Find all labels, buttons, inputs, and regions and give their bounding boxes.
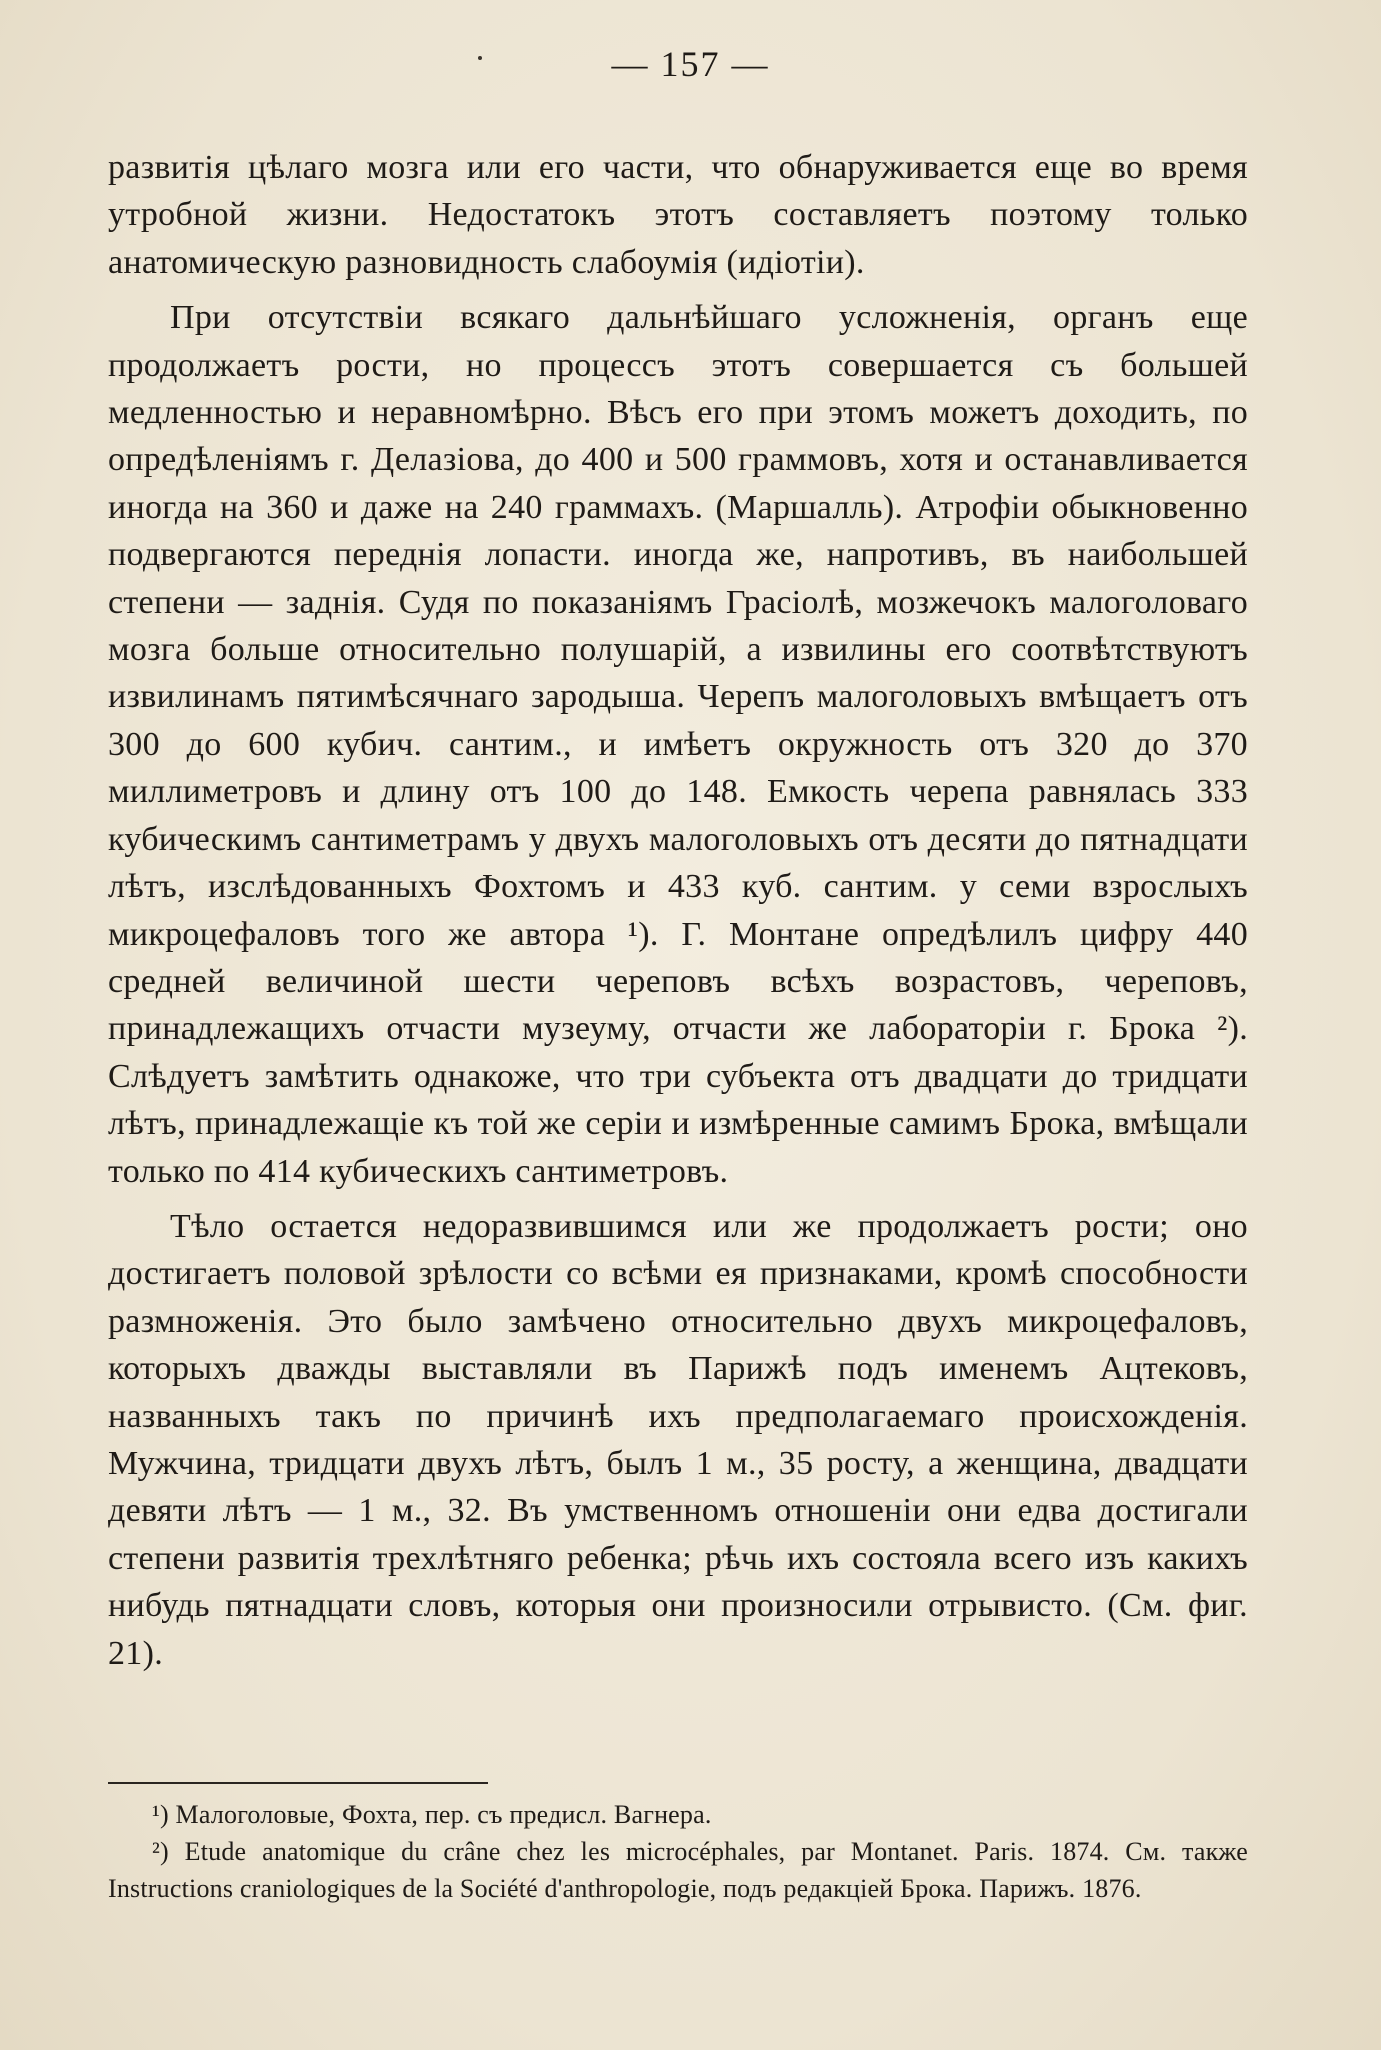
footnote-1: ¹) Малоголовые, Фохта, пер. съ предисл. Вагнера. xyxy=(152,1800,712,1829)
footnote-2: ²) Etude anatomique du crâne chez les microcéphales, par Montanet. Paris. 1874. См. также Instructions craniologiques de la Société d'anthropologie, подъ редакціей Брока. Парижъ. 1876. xyxy=(108,1837,1248,1903)
page-number: — 157 — xyxy=(611,44,770,84)
paragraph-3: Тѣло остается недоразвившимся или же продолжаетъ рости; оно достигаетъ половой зрѣлости со всѣми ея признаками, кромѣ способности размноженія. Это было замѣчено относительно двухъ микроцефаловъ, которыхъ дважды выставляли въ Парижѣ подъ именемъ Ацтековъ, названныхъ такъ по причинѣ ихъ предполагаемаго происхожденія. Мужчина, тридцати двухъ лѣтъ, былъ 1 м., 35 росту, а женщина, двадцати девяти лѣтъ — 1 м., 32. Въ умственномъ отношеніи они едва достигали степени развитія трехлѣтняго ребенка; рѣчь ихъ состояла всего изъ какихъ нибудь пятнадцати словъ, которыя они произносили отрывисто. (См. фиг. 21). xyxy=(108,1207,1248,1672)
body-text xyxy=(108,144,1248,1677)
paragraph-2: При отсутствіи всякаго дальнѣйшаго усложненія, органъ еще продолжаетъ рости, но процессъ этотъ совершается съ большей медленностью и неравномѣрно. Вѣсъ его при этомъ можетъ доходить, по опредѣленіямъ г. Делазіова, до 400 и 500 граммовъ, хотя и останавливается иногда на 360 и даже на 240 граммахъ. (Маршалль). Атрофіи обыкновенно подвергаются переднія лопасти. иногда же, напротивъ, въ наибольшей степени — заднія. Судя по показаніямъ Грасіолѣ, мозжечокъ малоголоваго мозга больше относительно полушарій, а извилины его соотвѣтствуютъ извилинамъ пятимѣсячнаго зародыша. Черепъ малоголовыхъ вмѣщаетъ отъ 300 до 600 кубич. сантим., и имѣетъ окружность отъ 320 до 370 миллиметровъ и длину отъ 100 до 148. Емкость черепа равнялась 333 кубическимъ сантиметрамъ у двухъ малоголовыхъ отъ десяти до пятнадцати лѣтъ, изслѣдованныхъ Фохтомъ и 433 куб. сантим. у семи взрослыхъ микроцефаловъ того же автора ¹). Г. Монтане опредѣлилъ цифру 440 средней величиной шести череповъ всѣхъ возрастовъ, череповъ, принадлежащихъ отчасти музеуму, отчасти же лабораторіи г. Брока ²). Слѣдуетъ замѣтить однакоже, что три субъекта отъ двадцати до тридцати лѣтъ, принадлежащіе къ той же серіи и измѣренные самимъ Брока, вмѣщали только по 414 кубическихъ сантиметровъ. xyxy=(108,299,1248,1190)
footnote-divider xyxy=(108,1782,488,1784)
footnotes xyxy=(108,1796,1248,1907)
paragraph-1: развитія цѣлаго мозга или его части, что обнаруживается еще во время утробной жизни. Недостатокъ этотъ составляетъ поэтому только анатомическую разновидность слабоумія (идіотіи). xyxy=(108,149,1248,281)
